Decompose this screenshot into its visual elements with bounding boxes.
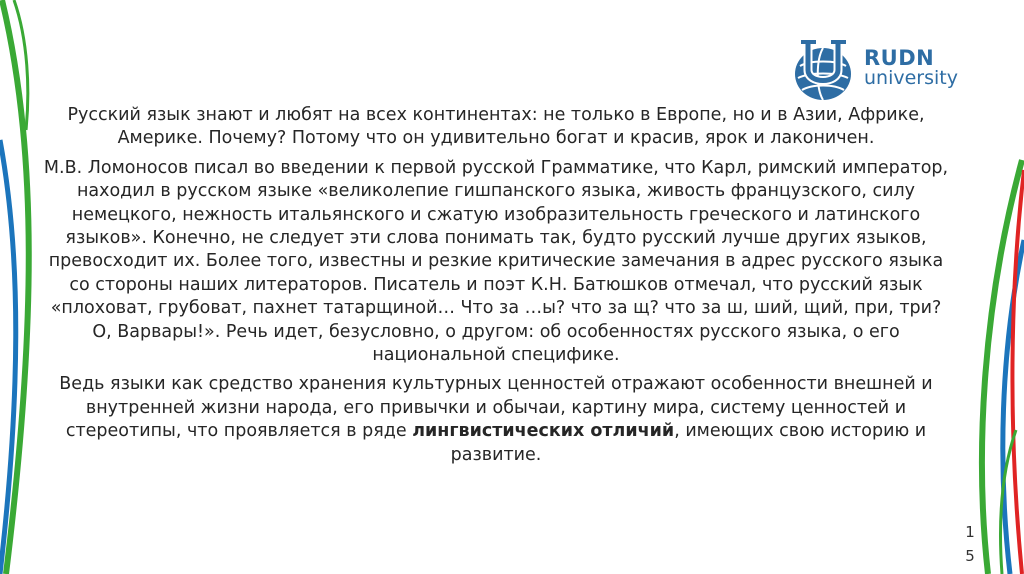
paragraph-2: М.В. Ломоносов писал во введении к первой русской Грамматике, что Карл, римский император, находил в русском языке «великолепие гишпанского языка, живость французского, силу немецкого, нежность итальянского и сжатую изобразительность греческого и латинского языков». Конечно, не следует эти слова понимать так, будто русский лучше других языков, превосходит их. Более того, известны и резкие критические замечания в адрес русского языка со стороны наших литераторов. Писатель и поэт К.Н. Батюшков отмечал, что русский язык «плоховат, грубоват, пахнет татарщиной… Что за …ы? что за щ? что за ш, ший, щий, при, три? О, Варвары!». Речь идет, безусловно, о другом: об особенностях русского языка, о его национальной специфике. [43, 157, 949, 366]
page-number [963, 520, 977, 568]
page-number-digit-2: 5 [965, 547, 975, 565]
paragraph-3 [40, 373, 952, 467]
slide-body-text [40, 104, 952, 473]
logo-line1: RUDN [864, 46, 935, 70]
globe-u-icon [790, 36, 860, 106]
logo-line2: university [864, 67, 958, 89]
paragraph-1: Русский язык знают и любят на всех континентах: не только в Европе, но и в Азии, Африке, Америке. Почему? Потому что он удивительно богат и красив, ярок и лаконичен. [67, 105, 925, 149]
rudn-logo [790, 36, 990, 106]
paragraph-3-bold-phrase: лингвистических отличий [412, 421, 675, 442]
page-number-digit-1: 1 [965, 523, 975, 541]
paragraph-3-text-after: , имеющих свою историю и развитие. [450, 421, 927, 465]
logo-text [864, 48, 958, 88]
paragraph-3-text-before: Ведь языки как средство хранения культурных ценностей отражают особенности внешней и внутренней жизни народа, его привычки и обычаи, картину мира, систему ценностей и стереотипы, что проявляется в ряде [59, 374, 933, 442]
